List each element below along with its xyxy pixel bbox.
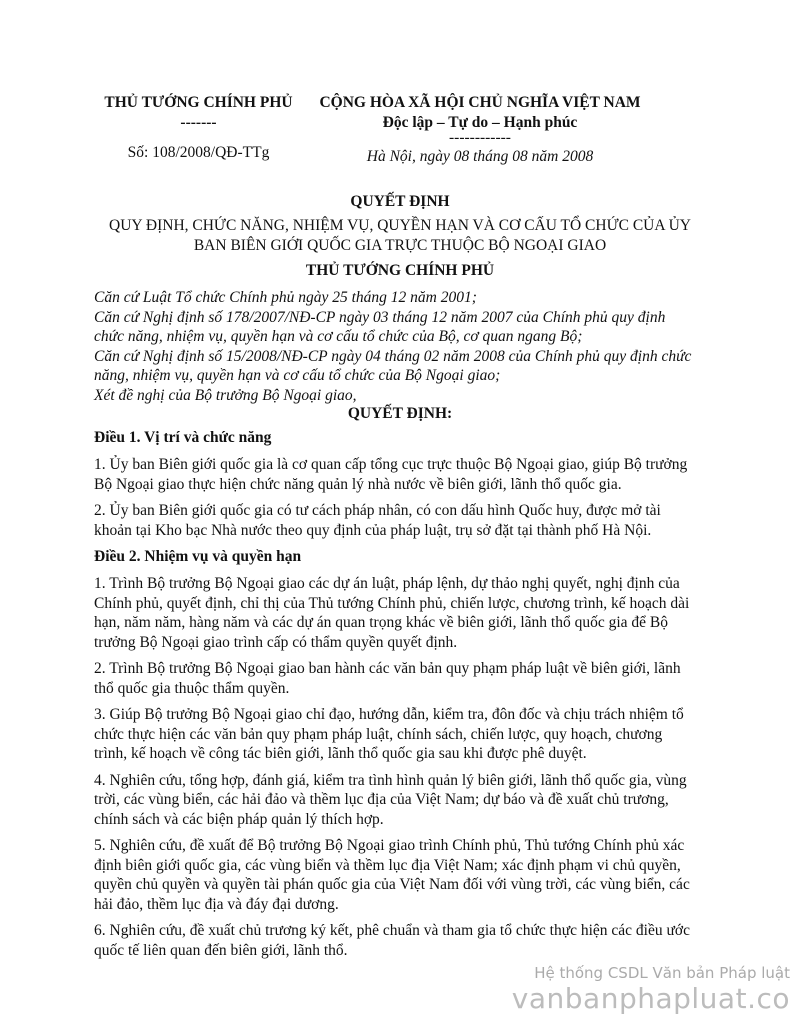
watermark-site: vanbanphapluat.co [511, 982, 790, 1015]
header-left-block [96, 93, 301, 163]
country-name: CỘNG HÒA XÃ HỘI CHỦ NGHĨA VIỆT NAM [319, 94, 641, 111]
document-subject [90, 216, 710, 256]
article-2-paragraph [94, 836, 714, 914]
paragraph-line: 5. Nghiên cứu, đề xuất để Bộ trưởng Bộ Ngoại giao trình Chính phủ, Thủ tướng Chính phủ xác [94, 837, 685, 854]
article-1-title: Điều 1. Vị trí và chức năng [94, 429, 272, 446]
document-body [94, 428, 714, 967]
paragraph-line: 2. Ủy ban Biên giới quốc gia có tư cách pháp nhân, có con dấu hình Quốc huy, được mở tài [94, 502, 661, 519]
decides-heading: QUYẾT ĐỊNH: [347, 405, 453, 422]
paragraph-line: 4. Nghiên cứu, tổng hợp, đánh giá, kiểm tra tình hình quản lý biên giới, lãnh thổ quốc gia, vùng [94, 771, 687, 789]
paragraph-line: Bộ Ngoại giao thực hiện chức năng quản lý nhà nước về biên giới, lãnh thổ quốc gia. [94, 475, 622, 493]
paragraph-line: trời, các vùng biển, các hải đảo và thềm lục địa của Việt Nam; dự báo và đề xuất chủ trương, [94, 791, 669, 808]
legal-basis-line: Căn cứ Nghị định số 15/2008/NĐ-CP ngày 04 tháng 02 năm 2008 của Chính phủ quy định chức [94, 347, 692, 365]
paragraph-line: chính sách và các biện pháp quản lý thích hợp. [94, 810, 384, 828]
paragraph-line: Chính phủ, quyết định, chỉ thị của Thủ tướng Chính phủ, chiến lược, chương trình, kế hoạch dài [94, 594, 690, 612]
paragraph-line: thổ quốc gia thuộc thẩm quyền. [94, 679, 290, 697]
paragraph-line: 6. Nghiên cứu, đề xuất chủ trương ký kết, phê chuẩn và tham gia tổ chức thực hiện các điều ước [94, 922, 690, 939]
paragraph-line: 3. Giúp Bộ trưởng Bộ Ngoại giao chỉ đạo, hướng dẫn, kiểm tra, đôn đốc và chịu trách nhiệm tổ [94, 706, 684, 723]
paragraph-line: 1. Trình Bộ trưởng Bộ Ngoại giao các dự án luật, pháp lệnh, dự thảo nghị quyết, nghị định của [94, 575, 680, 592]
place-date: Hà Nội, ngày 08 tháng 08 năm 2008 [366, 148, 594, 165]
document-type: QUYẾT ĐỊNH [350, 193, 450, 210]
article-2-paragraph [94, 659, 714, 698]
paragraph-line: quốc tế liên quan đến biên giới, lãnh thổ. [94, 941, 348, 959]
agency-separator: ------- [180, 114, 217, 131]
article-2-paragraph [94, 574, 714, 652]
issuing-agency: THỦ TƯỚNG CHÍNH PHỦ [104, 94, 293, 111]
paragraph-line: hạn, năm năm, hàng năm và các dự án quan trọng khác về biên giới, lãnh thổ quốc gia để Bộ [94, 614, 668, 631]
motto-separator: ------------ [449, 129, 511, 146]
header-right-block [300, 93, 660, 167]
watermark-caption: Hệ thống CSDL Văn bản Pháp luật [534, 964, 790, 982]
paragraph-line: định biên giới quốc gia, các vùng biển và thềm lục địa Việt Nam; xác định phạm vi chủ quyền, [94, 856, 681, 874]
issuer-title: THỦ TƯỚNG CHÍNH PHỦ [305, 262, 495, 279]
article-1-paragraph [94, 455, 714, 494]
paragraph-line: hải đảo, thềm lục địa và đáy đại dương. [94, 895, 339, 913]
article-1-paragraph [94, 501, 714, 540]
subject-line: QUY ĐỊNH, CHỨC NĂNG, NHIỆM VỤ, QUYỀN HẠN VÀ CƠ CẤU TỔ CHỨC CỦA ỦY [109, 217, 691, 234]
legal-basis-line: năng, nhiệm vụ, quyền hạn và cơ cấu tổ chức của Bộ Ngoại giao; [94, 367, 501, 384]
article-2-title: Điều 2. Nhiệm vụ và quyền hạn [94, 548, 302, 565]
legal-bases [94, 288, 714, 405]
article-2-paragraph [94, 705, 714, 764]
paragraph-line: quyền chủ quyền và quyền tài phán quốc gia của Việt Nam đối với vùng trời, các vùng biển, các [94, 876, 690, 893]
legal-basis-line: Xét đề nghị của Bộ trưởng Bộ Ngoại giao, [94, 386, 357, 404]
paragraph-line: trưởng Bộ Ngoại giao trình cấp có thẩm quyền quyết định. [94, 633, 458, 651]
paragraph-line: 1. Ủy ban Biên giới quốc gia là cơ quan cấp tổng cục trực thuộc Bộ Ngoại giao, giúp Bộ trưởng [94, 456, 688, 473]
legal-basis-line: Căn cứ Nghị định số 178/2007/NĐ-CP ngày 03 tháng 12 năm 2007 của Chính phủ quy định [94, 308, 666, 326]
article-2-paragraph [94, 771, 714, 830]
paragraph-line: khoản tại Kho bạc Nhà nước theo quy định của pháp luật, trụ sở đặt tại thành phố Hà Nội. [94, 521, 652, 539]
legal-basis-line: chức năng, nhiệm vụ, quyền hạn và cơ cấu tổ chức của Bộ, cơ quan ngang Bộ; [94, 328, 583, 345]
national-motto: Độc lập – Tự do – Hạnh phúc [382, 114, 578, 131]
paragraph-line: trình, kế hoạch về công tác biên giới, lãnh thổ quốc gia sau khi được phê duyệt. [94, 745, 587, 762]
subject-line: BAN BIÊN GIỚI QUỐC GIA TRỰC THUỘC BỘ NGOẠI GIAO [193, 237, 607, 254]
paragraph-line: chức thực hiện các văn bản quy phạm pháp luật, chính sách, chiến lược, quy hoạch, chương [94, 725, 663, 743]
document-number: Số: 108/2008/QĐ-TTg [127, 144, 270, 161]
article-2-paragraph [94, 921, 714, 960]
legal-basis-line: Căn cứ Luật Tổ chức Chính phủ ngày 25 tháng 12 năm 2001; [94, 289, 477, 306]
paragraph-line: 2. Trình Bộ trưởng Bộ Ngoại giao ban hành các văn bản quy phạm pháp luật về biên giới, lãnh [94, 660, 681, 677]
